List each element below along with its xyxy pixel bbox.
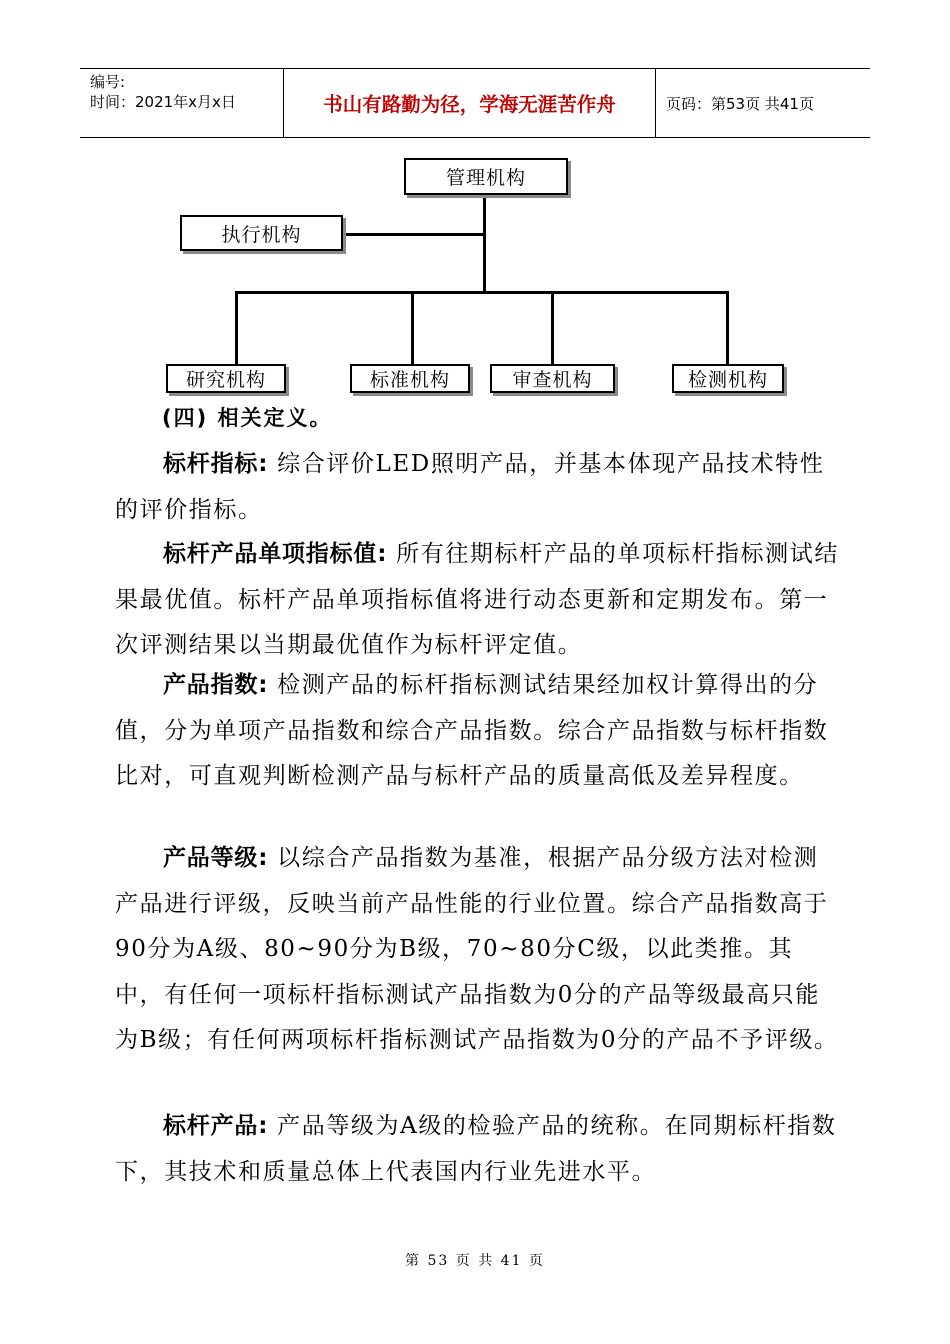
time-label: 时间：2021年x月x日 [90,93,236,111]
definition-paragraph [115,836,840,1064]
org-chart [0,0,950,400]
connector-child-4 [726,291,729,365]
definition-term: 标杆指标: [163,451,269,477]
definition-paragraph [115,442,840,533]
connector-child-2 [411,291,414,365]
org-box-child: 研究机构 [166,364,286,393]
definition-term: 产品等级: [163,845,269,871]
org-box-child: 审查机构 [490,364,615,393]
connector-bus [235,291,729,294]
section-heading: (四) 相关定义。 [162,406,333,430]
org-box-child: 标准机构 [350,364,470,393]
definition-term: 标杆产品: [163,1113,269,1139]
definition-text: 以综合产品指数为基准，根据产品分级方法对检测产品进行评级，反映当前产品性能的行业位置。综合产品指数高于90分为A级、80~90分为B级，70~80分C级，以此类推。其中，有任何一项标杆指标测试产品指数为0分的产品等级最高只能为B级；有任何两项标杆指标测试产品指数为0分的产品不予评级。 [115,845,839,1053]
org-box-child: 检测机构 [672,364,784,393]
definition-paragraph [115,532,840,669]
definition-paragraph [115,1104,840,1195]
definition-text: 所有往期标杆产品的单项标杆指标测试结果最优值。标杆产品单项指标值将进行动态更新和定期发布。第一次评测结果以当期最优值作为标杆评定值。 [115,541,839,658]
page-footer: 第 53 页 共 41 页 [405,1253,545,1269]
definition-text: 综合评价LED照明产品，并基本体现产品技术特性的评价指标。 [115,451,825,523]
number-label: 编号: [90,73,126,91]
definition-term: 产品指数: [163,672,269,698]
org-box-side: 执行机构 [180,215,343,251]
definition-text: 检测产品的标杆指标测试结果经加权计算得出的分值，分为单项产品指数和综合产品指数。综合产品指数与标杆指数比对，可直观判断检测产品与标杆产品的质量高低及差异程度。 [115,672,829,789]
definition-term: 标杆产品单项指标值: [163,541,388,567]
header-page-info: 页码：第53页 共41页 [666,94,814,113]
org-box-top: 管理机构 [404,158,568,195]
definition-text: 产品等级为A级的检验产品的统称。在同期标杆指数下，其技术和质量总体上代表国内行业先进水平。 [115,1113,837,1185]
header-motto: 书山有路勤为径，学海无涯苦作舟 [283,69,656,137]
connector-side [342,233,485,236]
definition-paragraph [115,663,840,800]
connector-child-1 [235,291,238,365]
connector-trunk [483,194,486,292]
connector-child-3 [551,291,554,365]
